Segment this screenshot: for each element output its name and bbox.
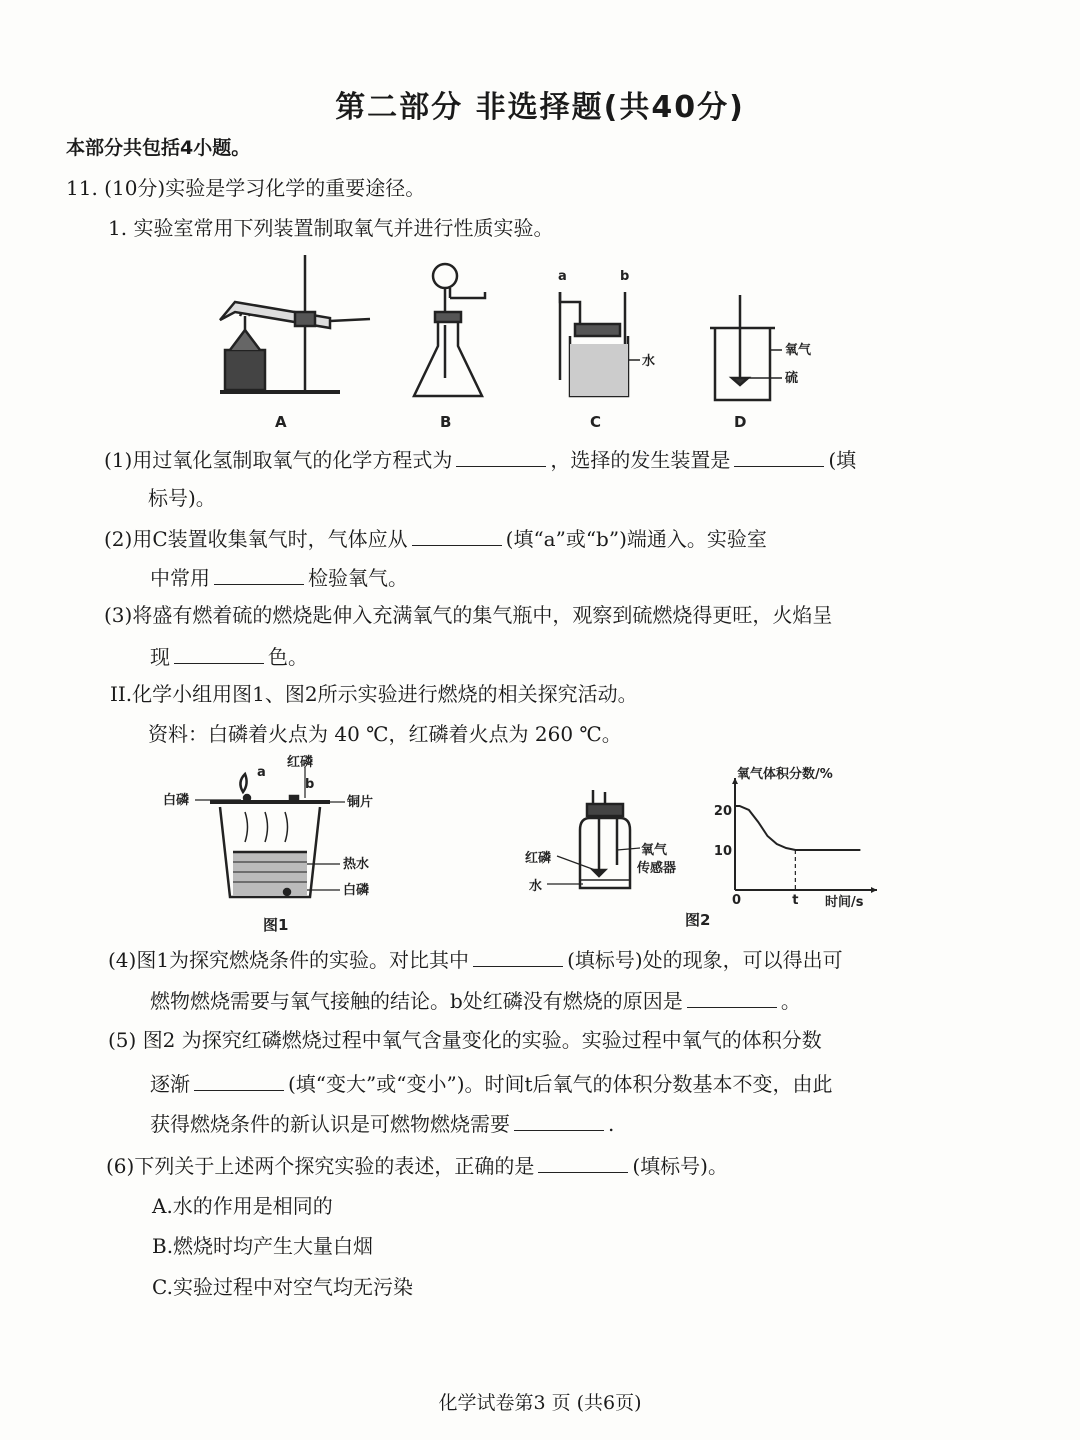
q5-blank-trend[interactable] <box>194 1068 284 1091</box>
q6-blank-answer[interactable] <box>538 1150 628 1173</box>
q1-line2: 标号)。 <box>148 486 216 510</box>
fig1-hot-water: 热水 <box>343 857 370 872</box>
chart-xlabel: 时间/s <box>825 895 864 910</box>
q4-blank-label[interactable] <box>473 944 563 967</box>
page-footer: 化学试卷第3 页 (共6页) <box>438 1392 642 1414</box>
label-b: B <box>440 413 452 431</box>
q2-blank-test[interactable] <box>214 562 304 585</box>
q5-line1: (5) 图2 为探究红磷燃烧过程中氧气含量变化的实验。实验过程中氧气的体积分数 <box>108 1028 822 1052</box>
q3-line2: 现 色。 <box>150 641 308 671</box>
fig1-caption: 图1 <box>263 916 289 934</box>
apparatus-b <box>414 264 485 396</box>
apparatus-c <box>560 292 640 396</box>
fig2-red-p: 红磷 <box>525 851 552 866</box>
apparatus-figure <box>200 250 820 444</box>
oxygen-chart <box>714 766 877 910</box>
q5-line2: 逐渐 (填“变大”或“变小”)。时间t后氧气的体积分数基本不变，由此 <box>150 1068 833 1098</box>
q1-blank-equation[interactable] <box>456 444 546 467</box>
chart-ytick-20: 20 <box>713 804 732 819</box>
fig1-copper: 铜片 <box>347 795 374 810</box>
q2-line1: (2)用C装置收集氧气时，气体应从 (填“a”或“b”)端通入。实验室 <box>104 523 767 553</box>
fig1-a: a <box>257 765 266 780</box>
option-b: B.燃烧时均产生大量白烟 <box>152 1234 374 1258</box>
label-c-a: a <box>558 269 567 284</box>
part2-heading: II.化学小组用图1、图2所示实验进行燃烧的相关探究活动。 <box>110 682 638 706</box>
q1-line1: (1)用过氧化氢制取氧气的化学方程式为 ，选择的发生装置是 (填 <box>104 444 856 474</box>
chart-origin: 0 <box>732 893 742 908</box>
fig1-white-p-bottom: 白磷 <box>343 883 370 898</box>
q4-blank-reason[interactable] <box>687 985 777 1008</box>
chart-ylabel: 氧气体积分数/% <box>737 767 833 782</box>
figure-2-svg <box>525 767 885 935</box>
material-note: 资料：白磷着火点为 40 ℃，红磷着火点为 260 ℃。 <box>148 722 622 746</box>
fig2-sensor2: 传感器 <box>637 861 677 876</box>
option-a: A.水的作用是相同的 <box>152 1194 333 1218</box>
fig1-white-p-top: 白磷 <box>163 793 190 808</box>
label-c: C <box>590 413 602 431</box>
chart-xtick-t: t <box>792 893 799 908</box>
figure-2 <box>525 767 885 939</box>
q3-line1: (3)将盛有燃着硫的燃烧匙伸入充满氧气的集气瓶中，观察到硫燃烧得更旺，火焰呈 <box>104 603 833 627</box>
label-a: A <box>275 413 287 431</box>
chart-ytick-10: 10 <box>713 844 732 859</box>
q2-line2: 中常用 检验氧气。 <box>150 562 408 592</box>
label-d-sulfur: 硫 <box>785 371 799 386</box>
q4-line1: (4)图1为探究燃烧条件的实验。对比其中 (填标号)处的现象，可以得出可 <box>108 944 843 974</box>
q5-blank-condition[interactable] <box>514 1108 604 1131</box>
q4-line2: 燃物燃烧需要与氧气接触的结论。b处红磷没有燃烧的原因是 。 <box>150 985 801 1015</box>
figure-1 <box>163 752 395 941</box>
q11-heading: 11. (10分)实验是学习化学的重要途径。 <box>66 176 426 200</box>
fig1-red-p: 红磷 <box>287 755 314 770</box>
section-title: 第二部分 非选择题(共40分) <box>335 90 745 125</box>
label-d: D <box>734 413 747 431</box>
fig1-b: b <box>305 777 315 792</box>
q5-line3: 获得燃烧条件的新认识是可燃物燃烧需要 . <box>150 1108 614 1138</box>
q3-blank-color[interactable] <box>174 641 264 664</box>
label-d-oxygen: 氧气 <box>785 343 812 358</box>
q2-blank-end[interactable] <box>412 523 502 546</box>
fig2-caption: 图2 <box>685 911 711 929</box>
option-c: C.实验过程中对空气均无污染 <box>152 1275 413 1299</box>
part1-heading: 1. 实验室常用下列装置制取氧气并进行性质实验。 <box>108 216 554 240</box>
chart-series-line <box>735 806 860 850</box>
fig2-water: 水 <box>529 879 543 894</box>
apparatus-a <box>220 255 370 392</box>
q1-blank-device[interactable] <box>734 444 824 467</box>
q6-line1: (6)下列关于上述两个探究实验的表述，正确的是 (填标号)。 <box>106 1150 728 1180</box>
figure-1-svg <box>163 752 395 937</box>
label-c-b: b <box>620 269 630 284</box>
apparatus-svg <box>200 250 820 440</box>
apparatus-d <box>710 295 782 400</box>
section-intro: 本部分共包括4小题。 <box>66 137 251 159</box>
fig2-sensor: 氧气 <box>641 843 668 858</box>
label-c-water: 水 <box>642 354 656 369</box>
